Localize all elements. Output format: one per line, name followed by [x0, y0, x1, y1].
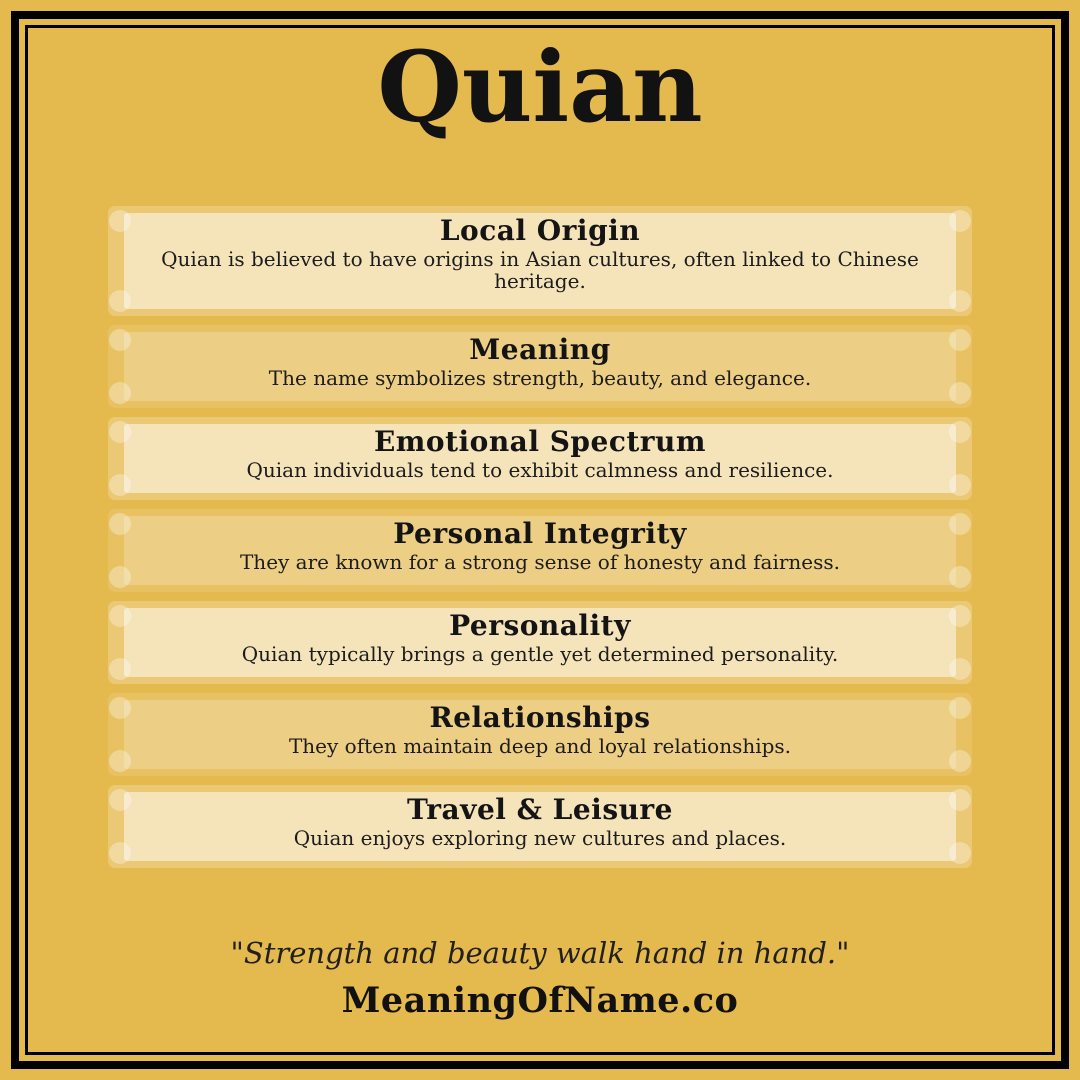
brand-name: MeaningOfName.co [341, 980, 739, 1021]
section-heading: Personal Integrity [393, 517, 687, 550]
card-content [108, 206, 972, 292]
corner-rivet [109, 290, 131, 312]
section-text: Quian is believed to have origins in Asian cultures, often linked to Chinese heritage. [161, 247, 919, 293]
section-text: Quian enjoys exploring new cultures and places. [293, 826, 787, 850]
card-content [108, 601, 972, 665]
card-relationships [108, 693, 972, 776]
card-meaning [108, 325, 972, 408]
section-text: They often maintain deep and loyal relationships. [288, 734, 792, 758]
card-personality [108, 601, 972, 684]
card-content [108, 509, 972, 573]
section-text: Quian individuals tend to exhibit calmness and resilience. [246, 458, 834, 482]
section-text: The name symbolizes strength, beauty, and elegance. [268, 366, 812, 390]
section-text: They are known for a strong sense of honesty and fairness. [239, 550, 841, 574]
section-text: Quian typically brings a gentle yet determined personality. [241, 642, 839, 666]
card-personal-integrity [108, 509, 972, 592]
section-heading: Emotional Spectrum [373, 425, 707, 458]
card-emotional-spectrum [108, 417, 972, 500]
card-content [108, 785, 972, 849]
section-heading: Local Origin [439, 214, 641, 247]
corner-rivet [949, 290, 971, 312]
card-content [108, 693, 972, 757]
section-heading: Personality [449, 609, 631, 642]
card-content [108, 417, 972, 481]
section-heading: Travel & Leisure [406, 793, 673, 826]
section-heading: Relationships [429, 701, 651, 734]
card-travel-leisure [108, 785, 972, 868]
section-heading: Meaning [469, 333, 611, 366]
section-card-list [108, 206, 972, 868]
card-local-origin [108, 206, 972, 316]
card-content [108, 325, 972, 389]
tagline-quote: "Strength and beauty walk hand in hand." [230, 936, 850, 970]
page-title: Quian [377, 30, 703, 144]
